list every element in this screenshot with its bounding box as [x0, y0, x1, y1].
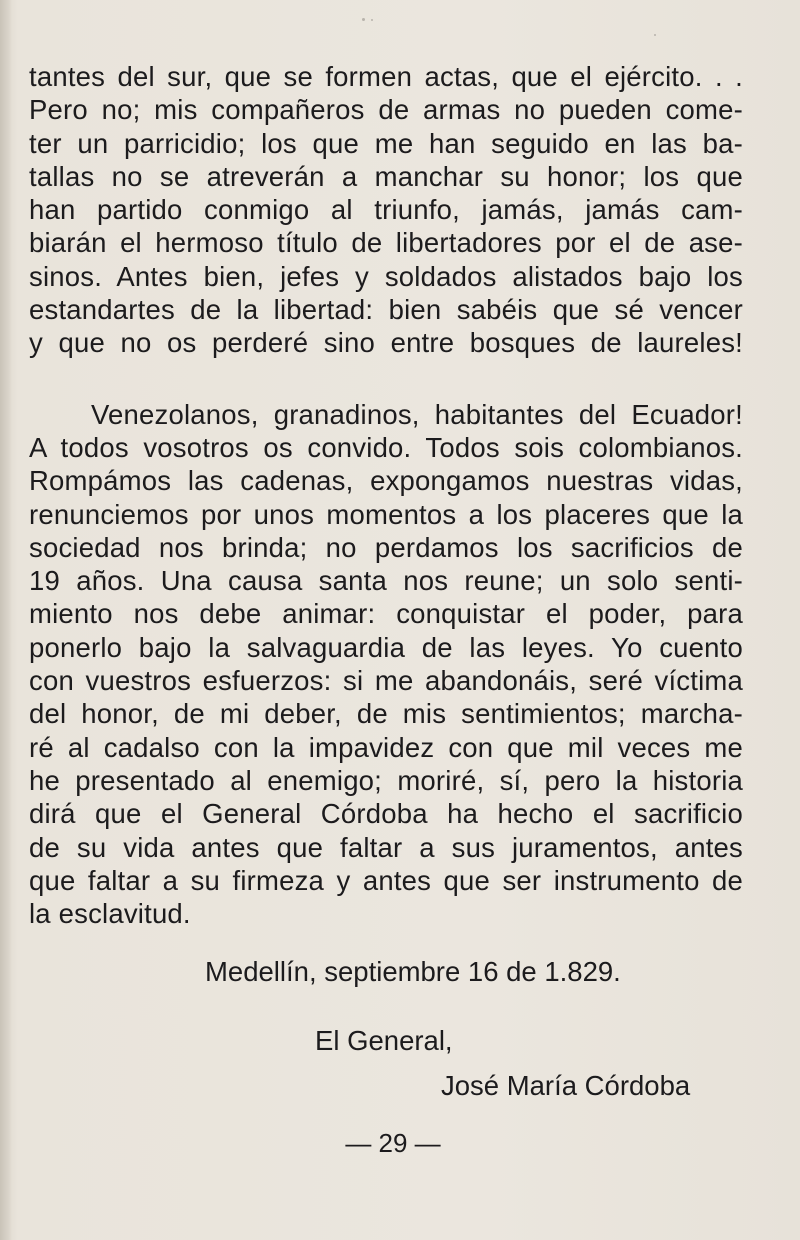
text-line: renunciemos por unos momentos a los placeres que la [29, 498, 743, 530]
text-line: del honor, de mi deber, de mis sentimientos; marcha- [29, 698, 743, 730]
text-line: tantes del sur, que se formen actas, que el ejército. . . [29, 61, 743, 92]
text-line: han partido conmigo al triunfo, jamás, jamás cam- [29, 194, 743, 226]
text-line: y que no os perderé sino entre bosques de laureles! [29, 327, 743, 359]
body-text [29, 60, 743, 930]
text-line: que faltar a su firmeza y antes que ser instrumento de [29, 864, 743, 896]
page-number: — 29 — [345, 1128, 441, 1158]
text-line: tallas no se atreverán a manchar su honor; los que [29, 160, 743, 192]
text-line: ré al cadalso con la impavidez con que mil veces me [29, 731, 743, 763]
text-line: miento nos debe animar: conquistar el poder, para [29, 598, 743, 630]
text-line: biarán el hermoso título de libertadores por el de ase- [29, 227, 743, 259]
text-line: dirá que el General Córdoba ha hecho el sacrificio [29, 798, 743, 830]
text-line: sociedad nos brinda; no perdamos los sacrificios de [29, 531, 743, 563]
text-line: la esclavitud. [29, 898, 191, 930]
text-line: estandartes de la libertad: bien sabéis que sé vencer [29, 294, 743, 326]
paper-speck [371, 19, 373, 21]
text-line: A todos vosotros os convido. Todos sois colombianos. [29, 431, 743, 463]
signatory-name: José María Córdoba [441, 1070, 691, 1101]
text-line: 19 años. Una causa santa nos reune; un solo senti- [29, 565, 743, 597]
text-line: Rompámos las cadenas, expongamos nuestras vidas, [29, 465, 743, 497]
paragraph-continuation [29, 60, 743, 360]
signatory-title: El General, [315, 1025, 453, 1056]
text-line: ter un parricidio; los que me han seguido en las ba- [29, 127, 743, 159]
text-line: Venezolanos, granadinos, habitantes del Ecuador! [91, 398, 743, 430]
text-line: sinos. Antes bien, jefes y soldados alistados bajo los [29, 260, 743, 292]
date-line: Medellín, septiembre 16 de 1.829. [205, 956, 621, 987]
text-line: de su vida antes que faltar a sus juramentos, antes [29, 831, 743, 863]
paper-speck [362, 18, 365, 21]
paragraph-proclamation [29, 398, 743, 931]
text-line: ponerlo bajo la salvaguardia de las leyes. Yo cuento [29, 631, 743, 663]
page-binding-edge [0, 0, 12, 1240]
paper-speck [654, 34, 656, 36]
text-line: he presentado al enemigo; moriré, sí, pero la historia [29, 764, 743, 796]
text-line: con vuestros esfuerzos: si me abandonáis, seré víctima [29, 665, 743, 697]
text-line: Pero no; mis compañeros de armas no pueden come- [29, 94, 743, 126]
